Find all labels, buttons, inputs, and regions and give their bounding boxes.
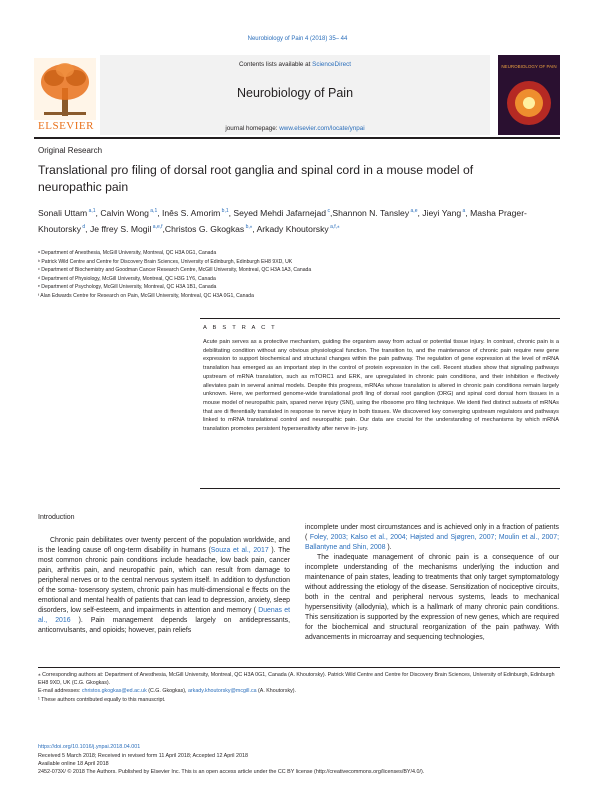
affiliations [38,249,558,301]
author-separator: , [465,207,471,218]
email-link-gkogkas[interactable]: christos.gkogkas@ed.ac.uk [81,688,147,694]
contents-line [100,61,490,68]
header-divider [34,137,560,139]
author-name: Jieyi Yang [422,207,462,218]
article-type: Original Research [38,146,103,155]
email-owner-khoutorsky: (A. Khoutorsky). [258,688,297,694]
paragraph-text: incomplete under most circumstances and is achieved only in a fraction of patients ( [305,524,559,541]
journal-reference[interactable]: Neurobiology of Pain 4 (2018) 35– 44 [247,36,348,42]
author-name: Je ffrey S. Mogil [89,223,152,234]
corresponding-author-note: ⁎ Corresponding authors at: Department of Anesthesia, McGill University, Montreal, QC H3A 0G1, Canada (A. Khoutorsky). Patrick Wild Centre and Centre for Discovery Brain Sciences, University of Edinburgh, Edinburgh EH8 9XD, UK (C.G. Gkogkas). [38,672,555,686]
introduction-heading: Introduction [38,514,75,521]
sciencedirect-link[interactable]: ScienceDirect [312,61,351,68]
equal-contribution-note: ¹ These authors contributed equally to this manuscript. [38,697,166,703]
author-affiliation-marker[interactable]: b,1 [220,208,229,214]
author-name: Inês S. Amorim [162,207,221,218]
affiliation-line: ᵈ Department of Physiology, McGill University, Montreal, QC H3G 1Y6, Canada [38,275,216,282]
publisher-wordmark: ELSEVIER [38,120,94,132]
email-addresses [38,687,560,695]
right-column [305,523,559,643]
journal-homepage-line [100,125,490,132]
affiliation-line: ᵇ Patrick Wild Centre and Centre for Discovery Brain Sciences, University of Edinburgh, Edinburgh EH8 9XD, UK [38,258,293,265]
received-line: Received 5 March 2018; Received in revised form 11 April 2018; Accepted 12 April 2018 [38,753,248,759]
affiliation-line: ᵉ Department of Psychology, McGill University, Montreal, QC H3A 1B1, Canada [38,284,217,291]
intro-paragraph-1-continued [305,523,559,553]
author-affiliation-marker[interactable]: a [461,208,466,214]
citation-link[interactable]: Foley, 2003; Kalso et al., 2004; Højsted and Sjøgren, 2007; Moulin et al., 2007; Ballantyne and Shin, 2008 [305,534,559,551]
author-separator: , [329,207,333,218]
author-affiliation-marker[interactable]: c [326,208,330,214]
author-name: Sonali Uttam [38,207,88,218]
intro-paragraph-2: The inadequate management of chronic pain is a consequence of our incomplete understanding of the mechanisms underlying the induction and maintenance of pain states, leading to treatments that only target symptomatology without addressing the etiology of the disease. Sensitization of nociceptive circuits, both in the central and peripheral nervous systems, leads to mechanical hypersensitivity (allodynia), which is a hallmark of many chronic pain conditions. This sensitization is supported by the expression of new genes, which are required for the biochemical and structural reorganization of the pain pathway. With advancements in microarray and sequencing technologies, [305,554,559,641]
author-name: Christos G. Gkogkas [164,223,245,234]
paragraph-text: Chronic pain debilitates over twenty percent of the population worldwide, and is the leading cause ofl ong-term disability in humans ( [38,537,290,554]
abstract-heading: A B S T R A C T [203,325,277,331]
author-name: Masha Prager-Khoutorsky [38,207,527,234]
available-online-line: Available online 18 April 2018 [38,761,109,767]
email-label: E-mail addresses: [38,688,81,694]
doi-link[interactable]: https://doi.org/10.1016/j.ynpai.2018.04.001 [38,744,141,750]
author-separator: , [95,207,101,218]
abstract-bottom-rule [200,488,560,489]
left-column [38,513,290,636]
author-affiliation-marker[interactable]: b,⁎ [244,223,253,230]
brain-illustration-icon [498,75,560,135]
author-separator: , [228,207,234,218]
contents-prefix: Contents lists available at [238,61,311,68]
cover-title: NEUROBIOLOGY OF PAIN [501,64,557,69]
intro-paragraph-1 [38,536,290,636]
article-title: Translational pro filing of dorsal root ganglia and spinal cord in a mouse model of neuropathic pain [38,163,474,194]
author-name: Calvin Wong [100,207,149,218]
author-name: Seyed Mehdi Jafarnejad [233,207,327,218]
author-separator: , [162,223,165,234]
email-owner-gkogkas: (C.G. Gkogkas), [148,688,187,694]
footnote-rule [38,667,560,668]
author-affiliation-marker[interactable]: a,e [409,208,418,214]
received-dates [38,752,248,768]
author-name: Shannon N. Tansley [332,207,410,218]
journal-cover-image [498,55,560,135]
author-affiliation-marker[interactable]: a,1 [148,208,158,214]
abstract-text: Acute pain serves as a protective mechanism, guiding the organism away from actual or potential tissue injury. In contrast, chronic pain is a debilitating condition without any obvious physiological function. The transition to, and the maintenance of chronic pain require new gene expression to support biochemical and structural changes within the pain pathway. The regulation of gene expression at the level of mRNA translation has emerged as an important step in the control of protein expression in the cell. Recent studies show that signaling pathways upstream of mRNA translation, such as mTORC1 and ERK, are upregulated in chronic pain conditions, and their inhibition e ffectively alleviates pain in several animal models. Despite this progress, mRNAs whose translation is altered in chronic pain conditions remain largely unknown. Here, we performed genome-wide translational profi ling of dorsal root ganglion (DRG) and spinal cord dorsal horn tissues in a mouse model of neuropathic pain, spared nerve injury (SNI), using the ribosome pro filing technique. We identi fied distinct subsets of mRNAs that are di fferentially translated in response to nerve injury in both tissues. We discovered key converging upstream regulators and pathways linked to mRNA translational control and neuropathic pain. Our data are crucial for the understanding of mechanisms by which mRNA translation promotes persistent hypersensitivity after nerve in- jury. [203,339,559,433]
author-list [38,204,558,236]
author-affiliation-marker[interactable]: a,f,⁎ [328,223,340,230]
author-separator: , [85,223,90,234]
author-separator: , [252,223,257,234]
paragraph-text: ). Pain management depends largely on antidepressants, anticonvulsants, and opioids; however, pain reliefs [38,617,290,634]
paragraph-text: ). [385,544,392,551]
author-separator: , [157,207,163,218]
homepage-link[interactable]: www.elsevier.com/locate/ynpai [279,125,365,132]
affiliation-line: ᶠ Alan Edwards Centre for Research on Pain, McGill University, Montreal, QC H3A 0G1, Canada [38,292,254,299]
abstract-top-rule [200,318,560,319]
affiliation-line: ᵃ Department of Anesthesia, McGill University, Montreal, QC H3A 0G1, Canada [38,250,217,256]
author-name: Arkady Khoutorsky [256,223,329,234]
email-link-khoutorsky[interactable]: arkady.khoutorsky@mcgill.ca [187,688,257,694]
author-affiliation-marker[interactable]: d [81,223,86,230]
citation-link[interactable]: Souza et al., 2017 [210,547,269,554]
paragraph-text: ). The most common chronic pain conditions include headache, low back pain, cancer pain, arthritis pain, and neuropathic pain, which can result from damage to peripheral nerves or to the central nervous system itself. In addition to dysfunction of the soma- tosensory system, chronic pain has multi-dimensional e ffects on the emotional and mental health of patients that can lead to depression, anxiety, sleep disorders, low self-esteem, and impairments in attention and memory ( [38,547,291,614]
journal-title: Neurobiology of Pain [236,86,354,100]
author-separator: , [417,207,423,218]
author-affiliation-marker[interactable]: a,e,f [151,223,163,230]
author-affiliation-marker[interactable]: a,1 [87,208,96,214]
citation-link[interactable]: Duenas et al., 2016 [38,607,290,624]
copyright-license: 2452-073X/ © 2018 The Authors. Published by Elsevier Inc. This is an open access article under the CC BY license (http://creativecommons.org/licenses/BY/4.0/). [38,769,425,775]
elsevier-tree-logo-icon [34,58,96,120]
affiliation-line: ᶜ Department of Biochemistry and Goodman Cancer Research Centre, McGill University, Montreal, QC H3A 1A3, Canada [38,267,312,274]
homepage-label: journal homepage: [225,125,278,132]
